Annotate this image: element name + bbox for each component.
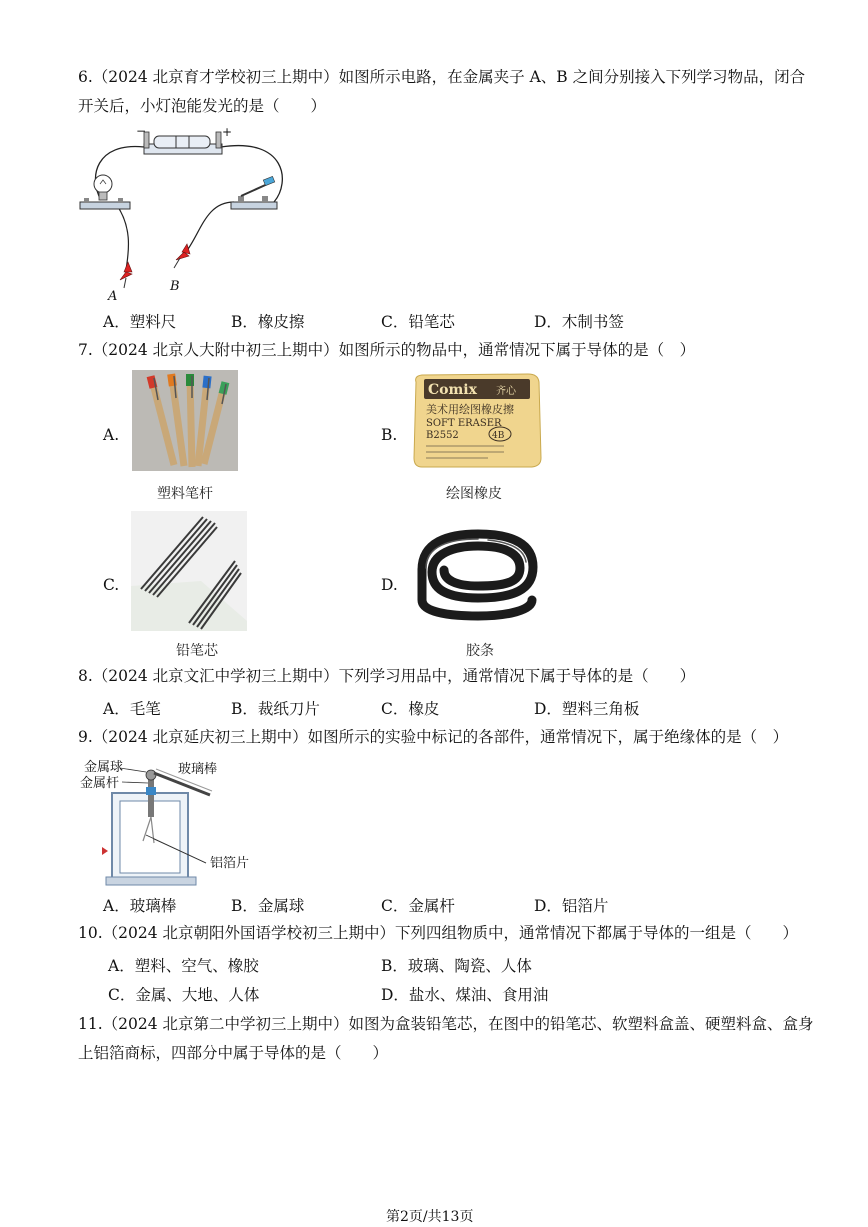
- q7-eraser-image: [408, 370, 544, 471]
- eraser-badge: 4B: [492, 431, 505, 441]
- q8-option-b[interactable]: B．裁纸刀片: [231, 700, 320, 718]
- q6-option-d[interactable]: D．木制书签: [534, 313, 624, 331]
- eraser-line3: B2552: [426, 430, 459, 441]
- q7-caption-a: 塑料笔杆: [157, 486, 213, 502]
- battery-plus-label: +: [222, 125, 233, 139]
- q10-stem: 10.（2024 北京朝阳外国语学校初三上期中）下列四组物质中，通常情况下都属于导体的一组是（ ）: [78, 924, 799, 942]
- battery-minus-label: −: [136, 124, 147, 138]
- q7-caption-d: 胶条: [466, 643, 494, 659]
- q8-option-c[interactable]: C．橡皮: [381, 700, 440, 718]
- q8-option-d[interactable]: D．塑料三角板: [534, 700, 640, 718]
- q6-stem-line1: 6.（2024 北京育才学校初三上期中）如图所示电路，在金属夹子 A、B 之间分别接入下列学习物品，闭合: [78, 68, 806, 86]
- eraser-line2: SOFT ERASER: [426, 418, 502, 429]
- q10-option-c[interactable]: C．金属、大地、人体: [108, 986, 260, 1004]
- label-glass-rod: 玻璃棒: [178, 762, 218, 777]
- eraser-brand: Comix: [428, 382, 477, 398]
- q8-option-a[interactable]: A．毛笔: [103, 700, 161, 718]
- q9-stem: 9.（2024 北京延庆初三上期中）如图所示的实验中标记的各部件，通常情况下，属于绝缘体的是（ ）: [78, 728, 789, 746]
- page-number: 第2页/共13页: [386, 1209, 474, 1225]
- q7-letter-a[interactable]: A.: [103, 426, 120, 444]
- bulb-icon: [80, 175, 130, 209]
- q6-option-b[interactable]: B．橡皮擦: [231, 313, 305, 331]
- q10-option-b[interactable]: B．玻璃、陶瓷、人体: [381, 957, 532, 975]
- switch-icon: [231, 176, 277, 209]
- q7-caption-c: 铅笔芯: [176, 643, 218, 659]
- q9-electroscope-figure: [80, 755, 280, 890]
- q10-option-a[interactable]: A．塑料、空气、橡胶: [108, 957, 259, 975]
- q10-option-d[interactable]: D．盐水、煤油、食用油: [381, 986, 549, 1004]
- q7-letter-b[interactable]: B.: [381, 426, 398, 444]
- label-metal-ball: 金属球: [84, 760, 124, 775]
- q9-option-a[interactable]: A．玻璃棒: [103, 897, 177, 915]
- q7-letter-c[interactable]: C.: [103, 576, 120, 594]
- battery-icon: [144, 132, 222, 154]
- q9-option-b[interactable]: B．金属球: [231, 897, 305, 915]
- q7-pens-image: [132, 370, 238, 471]
- label-metal-rod: 金属杆: [80, 776, 120, 791]
- q7-letter-d[interactable]: D.: [381, 576, 398, 594]
- q11-stem-line2: 上铝箔商标，四部分中属于导体的是（ ）: [78, 1044, 389, 1062]
- eraser-line1: 美术用绘图橡皮擦: [426, 403, 514, 416]
- clip-a-label: A: [108, 289, 118, 302]
- eraser-brand-cn: 齐心: [496, 386, 516, 397]
- label-aluminum-foil: 铝箔片: [210, 856, 250, 871]
- q7-stem: 7.（2024 北京人大附中初三上期中）如图所示的物品中，通常情况下属于导体的是（ ）: [78, 341, 696, 359]
- q7-rubber-strip-image: [408, 512, 544, 630]
- q6-stem-line2: 开关后，小灯泡能发光的是（ ）: [78, 97, 327, 115]
- q9-option-d[interactable]: D．铝箔片: [534, 897, 609, 915]
- clip-b-icon: [174, 244, 190, 268]
- q6-circuit-figure: [76, 122, 296, 302]
- q8-stem: 8.（2024 北京文汇中学初三上期中）下列学习用品中，通常情况下属于导体的是（ ）: [78, 667, 696, 685]
- q6-option-a[interactable]: A．塑料尺: [103, 313, 177, 331]
- q9-option-c[interactable]: C．金属杆: [381, 897, 455, 915]
- q11-stem-line1: 11.（2024 北京第二中学初三上期中）如图为盒装铅笔芯，在图中的铅笔芯、软塑料盒盖、硬塑料盒、盒身: [78, 1015, 814, 1033]
- clip-b-label: B: [170, 279, 180, 294]
- q7-leads-image: [131, 511, 247, 631]
- q6-option-c[interactable]: C．铅笔芯: [381, 313, 455, 331]
- q7-caption-b: 绘图橡皮: [446, 486, 502, 502]
